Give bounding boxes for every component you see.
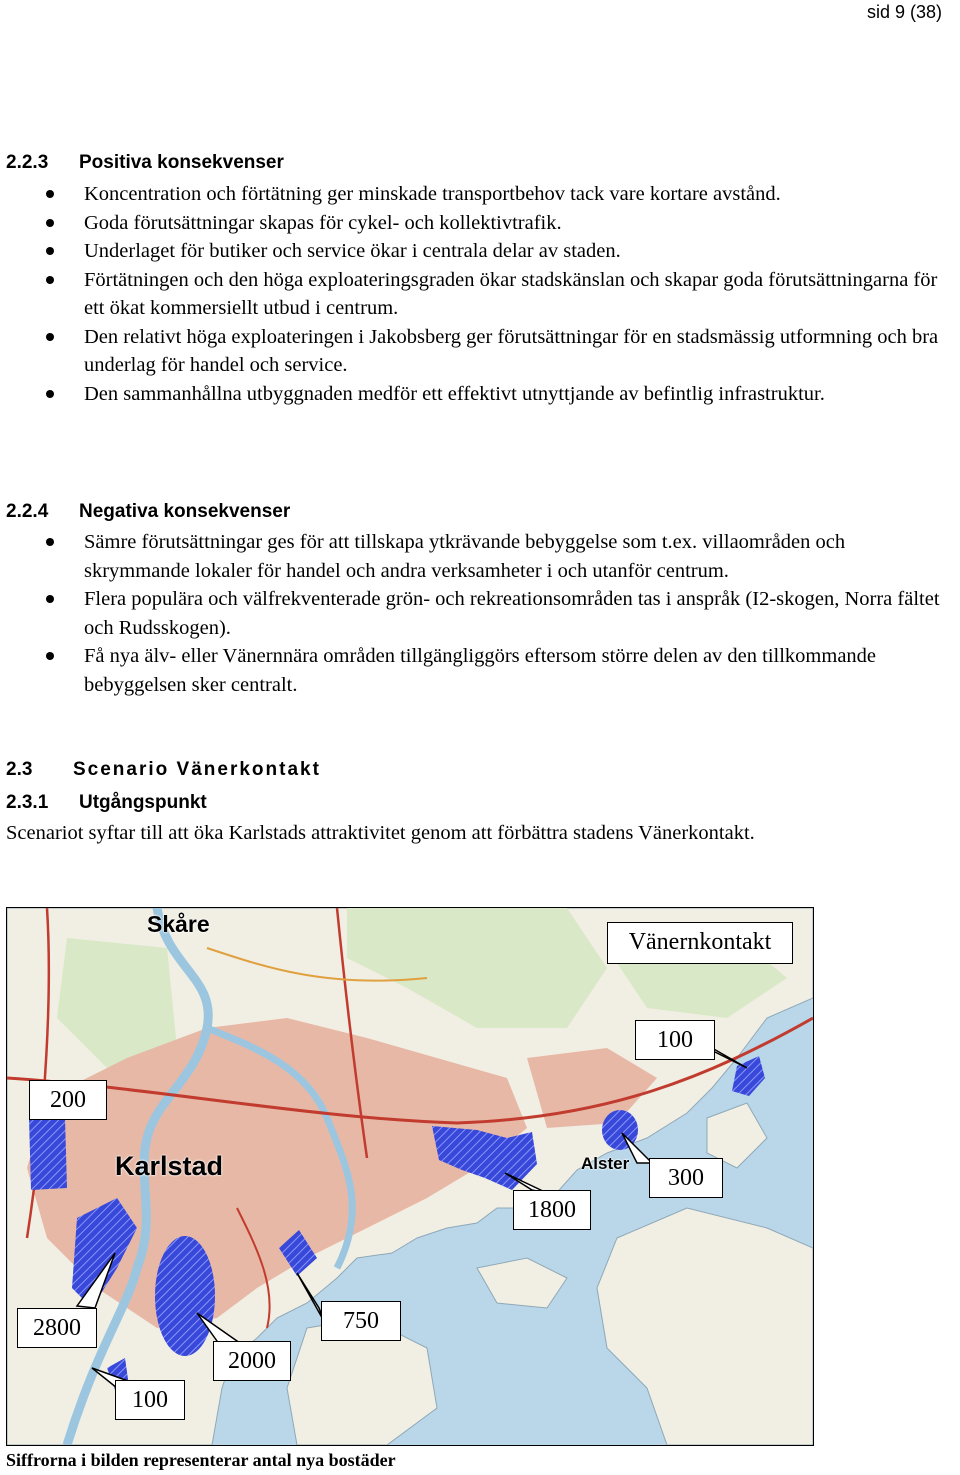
map-title-box: Vänernkontakt (607, 922, 793, 964)
list-item: Den relativt höga exploateringen i Jakobsberg ger förutsättningar för en stadsmässig utformning och bra underlag för handel och service. (0, 323, 940, 380)
heading-title: Scenario Vänerkontakt (73, 759, 321, 780)
heading-number: 2.3.1 (6, 792, 49, 813)
development-area (155, 1236, 215, 1356)
heading-number: 2.2.3 (6, 152, 49, 173)
callout-100-south: 100 (115, 1380, 185, 1420)
page-number: sid 9 (38) (866, 2, 942, 22)
callout-300: 300 (649, 1158, 723, 1198)
heading-number: 2.3 (6, 759, 33, 780)
list-item: Sämre förutsättningar ges för att tillskapa ytkrävande bebyggelse som t.ex. villaområden och skrymmande lokaler för handel och andra verksamheter i och utanför centrum. (0, 528, 940, 585)
negative-list (0, 528, 940, 699)
callout-2800: 2800 (17, 1308, 97, 1348)
list-item: Goda förutsättningar skapas för cykel- och kollektivtrafik. (0, 209, 940, 238)
callout-100-east: 100 (635, 1020, 715, 1060)
heading-scenario (6, 759, 321, 781)
body-paragraph: Scenariot syftar till att öka Karlstads attraktivitet genom att förbättra stadens Vänerkontakt. (6, 822, 755, 844)
list-item: Få nya älv- eller Vänernnära områden tillgängliggörs eftersom större delen av den tillkommande bebyggelsen sker centralt. (0, 642, 940, 699)
positive-list (0, 180, 940, 408)
list-item: Underlaget för butiker och service ökar i centrala delar av staden. (0, 237, 940, 266)
heading-title: Positiva konsekvenser (79, 152, 284, 173)
callout-750: 750 (321, 1301, 401, 1341)
list-item: Koncentration och förtätning ger minskade transportbehov tack vare kortare avstånd. (0, 180, 940, 209)
heading-number: 2.2.4 (6, 501, 49, 522)
list-item: Flera populära och välfrekventerade grön- och rekreationsområden tas i anspråk (I2-skogen, Norra fältet och Rudsskogen). (0, 585, 940, 642)
callout-1800: 1800 (513, 1190, 591, 1230)
heading-title: Negativa konsekvenser (79, 501, 291, 522)
heading-positive (6, 152, 284, 174)
place-label-karlstad: Karlstad (115, 1151, 224, 1181)
heading-starting-point (6, 792, 207, 814)
place-label-skare: Skåre (147, 911, 210, 937)
callout-200: 200 (29, 1080, 107, 1120)
callout-2000: 2000 (213, 1341, 291, 1381)
map-caption: Siffrorna i bilden representerar antal nya bostäder (6, 1450, 396, 1470)
list-item: Förtätningen och den höga exploateringsgraden ökar stadskänslan och skapar goda förutsättningarna för ett ökat kommersiellt utbud i centrum. (0, 266, 940, 323)
place-label-alster: Alster (581, 1154, 630, 1173)
heading-negative (6, 501, 290, 523)
development-area (29, 1118, 67, 1190)
list-item: Den sammanhållna utbyggnaden medför ett effektivt utnyttjande av befintlig infrastruktur. (0, 380, 940, 409)
heading-title: Utgångspunkt (79, 792, 207, 813)
map-figure (6, 907, 814, 1446)
